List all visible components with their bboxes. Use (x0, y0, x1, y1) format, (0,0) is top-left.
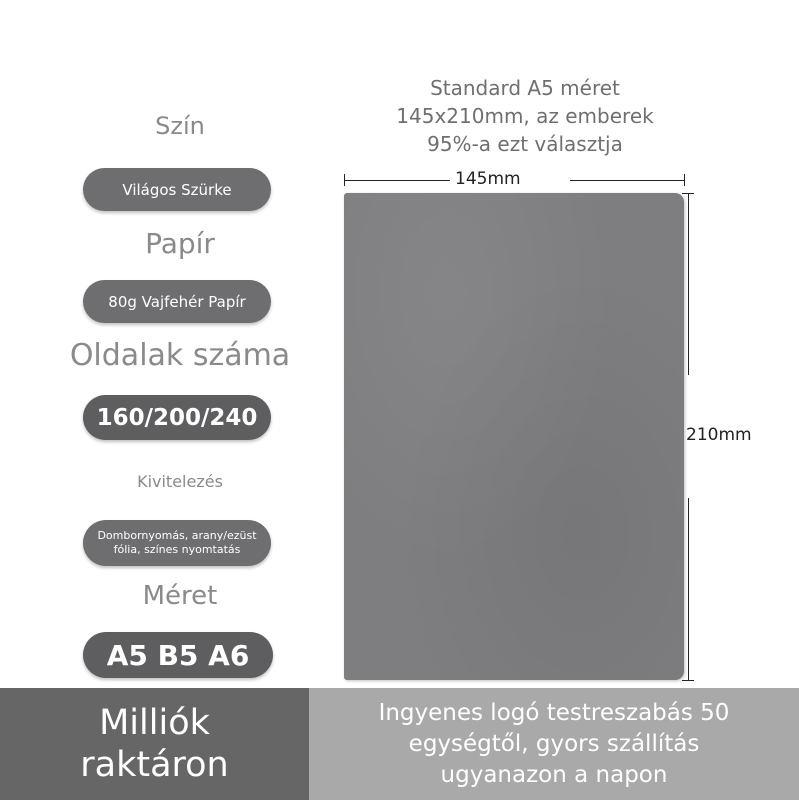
paper-value-pill (83, 280, 271, 323)
finish-label: Kivitelezés (137, 472, 223, 491)
offer-line2: egységtől, gyors szállítás (408, 730, 700, 757)
width-tick-right (684, 174, 685, 186)
standard-size-line1: Standard A5 méret (430, 76, 620, 100)
pages-value-pill (83, 395, 271, 440)
offer-line1: Ingyenes logó testreszabás 50 (378, 699, 730, 726)
height-line-top (688, 193, 689, 375)
color-value-pill (83, 168, 271, 211)
paper-value: 80g Vajfehér Papír (108, 292, 246, 311)
stock-line2: raktáron (80, 745, 229, 785)
size-value-pill (83, 632, 273, 678)
width-line-left (344, 180, 450, 181)
notebook-cover (344, 193, 684, 680)
stock-line1: Milliók (99, 703, 210, 743)
width-label: 145mm (455, 169, 521, 189)
finish-value-line2: fólia, színes nyomtatás (113, 543, 241, 556)
color-value: Világos Szürke (122, 180, 232, 199)
height-tick-bottom (682, 680, 694, 681)
width-line-right (570, 180, 684, 181)
pages-value: 160/200/240 (96, 404, 258, 431)
pages-label: Oldalak száma (69, 338, 291, 373)
standard-size-line2: 145x210mm, az emberek (396, 104, 654, 128)
paper-label: Papír (145, 227, 215, 260)
finish-value-line1: Dombornyomás, arany/ezüst (97, 529, 257, 542)
logo-offer-banner (309, 688, 799, 800)
size-value: A5 B5 A6 (106, 638, 250, 672)
spec-column (0, 0, 330, 688)
standard-size-line3: 95%-a ezt választja (427, 132, 623, 156)
size-label: Méret (142, 581, 218, 611)
height-line-bottom (688, 498, 689, 680)
height-label: 210mm (686, 425, 752, 445)
offer-line3: ugyanazon a napon (440, 761, 668, 788)
stock-banner (0, 688, 309, 800)
color-label: Szín (155, 112, 205, 140)
finish-value-pill (83, 520, 271, 566)
